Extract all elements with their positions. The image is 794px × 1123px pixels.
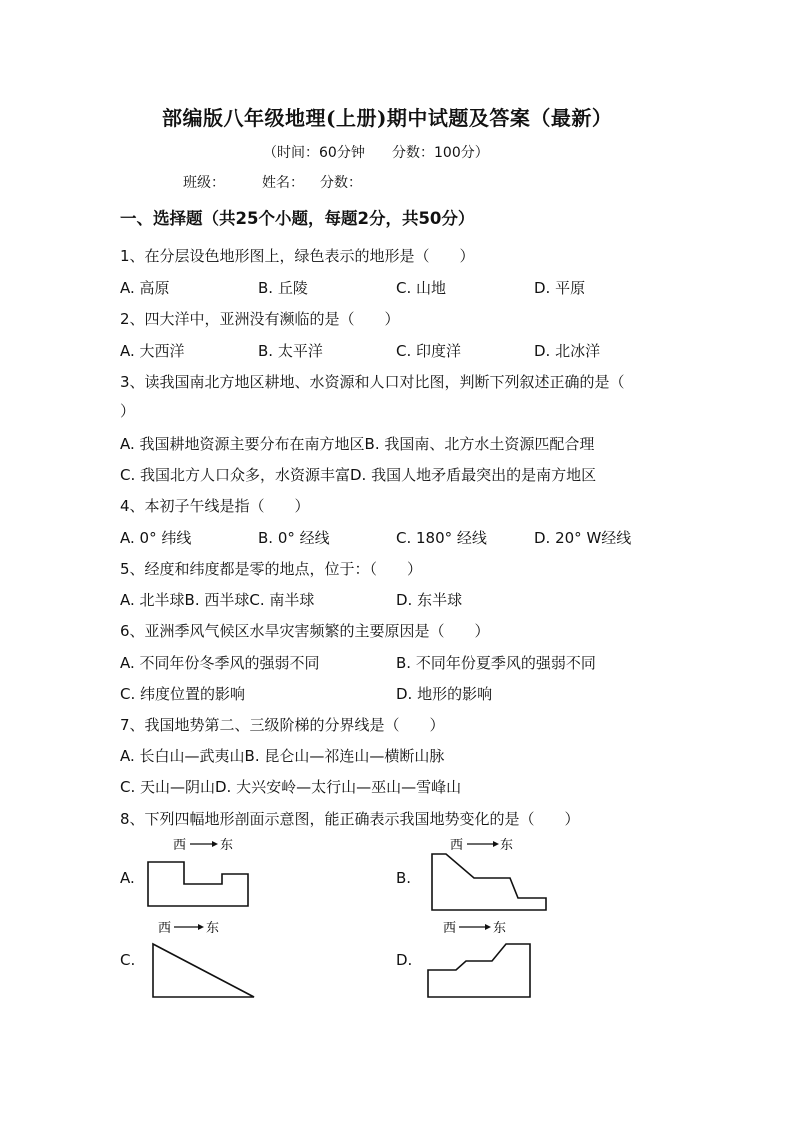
west-label: 西 (158, 921, 172, 936)
option-ab: A. 长白山—武夷山B. 昆仑山—祁连山—横断山脉 (120, 747, 445, 765)
terrain-profile (432, 854, 546, 910)
option-d: D. 北冰洋 (534, 342, 601, 360)
east-label: 东 (206, 921, 220, 936)
terrain-profile (428, 944, 530, 997)
option-b: B. 不同年份夏季风的强弱不同 (396, 654, 596, 672)
question-stem: 3、读我国南北方地区耕地、水资源和人口对比图，判断下列叙述正确的是（ (120, 373, 625, 391)
class-field-label: 班级： (183, 175, 225, 191)
east-label: 东 (500, 838, 514, 853)
score-field-label: 分数： (320, 175, 362, 191)
exam-time: （时间：60分钟 (263, 145, 365, 161)
option-a: A. 不同年份冬季风的强弱不同 (120, 654, 320, 672)
profile-figure-b (420, 834, 560, 914)
option-c: C. 山地 (396, 279, 447, 297)
west-label: 西 (443, 921, 457, 936)
profile-figure-c (140, 917, 270, 999)
option-b: B. 0° 经线 (258, 529, 330, 547)
option-a: A. 大西洋 (120, 342, 185, 360)
question-stem: 5、经度和纬度都是零的地点，位于：（ ） (120, 560, 423, 578)
option-ab: A. 我国耕地资源主要分布在南方地区B. 我国南、北方水土资源匹配合理 (120, 435, 595, 453)
option-abc: A. 北半球B. 西半球C. 南半球 (120, 591, 315, 609)
figure-d-label: D. (396, 951, 413, 969)
profile-figure-a (140, 834, 270, 914)
name-field-label: 姓名： (262, 175, 304, 191)
option-d: D. 20° W经线 (534, 529, 632, 547)
west-label: 西 (450, 838, 464, 853)
figure-a-label: A. (120, 869, 135, 887)
terrain-profile (148, 862, 248, 906)
direction-arrowhead (198, 924, 204, 930)
figure-b-label: B. (396, 869, 412, 887)
option-d: D. 地形的影响 (396, 685, 493, 703)
question-stem: 1、在分层设色地形图上，绿色表示的地形是（ ） (120, 247, 475, 265)
question-stem: 2、四大洋中，亚洲没有濒临的是（ ） (120, 310, 400, 328)
page-title: 部编版八年级地理(上册)期中试题及答案（最新） (162, 106, 613, 130)
option-c: C. 180° 经线 (396, 529, 487, 547)
option-c: C. 印度洋 (396, 342, 462, 360)
option-cd: C. 天山—阴山D. 大兴安岭—太行山—巫山—雪峰山 (120, 778, 462, 796)
option-c: C. 纬度位置的影响 (120, 685, 246, 703)
question-stem: 7、我国地势第二、三级阶梯的分界线是（ ） (120, 716, 445, 734)
figure-c-label: C. (120, 951, 136, 969)
profile-figure-d (420, 917, 550, 999)
east-label: 东 (220, 838, 234, 853)
question-stem: 8、下列四幅地形剖面示意图，能正确表示我国地势变化的是（ ） (120, 810, 580, 828)
direction-arrowhead (212, 841, 218, 847)
option-a: A. 高原 (120, 279, 170, 297)
section-heading: 一、选择题（共25个小题，每题2分，共50分） (120, 209, 475, 228)
option-d: D. 平原 (534, 279, 586, 297)
direction-arrowhead (485, 924, 491, 930)
option-b: B. 太平洋 (258, 342, 323, 360)
question-stem: 4、本初子午线是指（ ） (120, 497, 310, 515)
question-stem: 6、亚洲季风气候区水旱灾害频繁的主要原因是（ ） (120, 622, 490, 640)
option-b: B. 丘陵 (258, 279, 308, 297)
exam-score: 分数：100分） (392, 145, 489, 161)
question-stem-continued: ） (120, 402, 136, 420)
option-a: A. 0° 纬线 (120, 529, 192, 547)
terrain-profile (153, 944, 254, 997)
direction-arrowhead (493, 841, 499, 847)
east-label: 东 (493, 921, 507, 936)
west-label: 西 (173, 838, 187, 853)
option-d: D. 东半球 (396, 591, 463, 609)
option-cd: C. 我国北方人口众多，水资源丰富D. 我国人地矛盾最突出的是南方地区 (120, 466, 597, 484)
